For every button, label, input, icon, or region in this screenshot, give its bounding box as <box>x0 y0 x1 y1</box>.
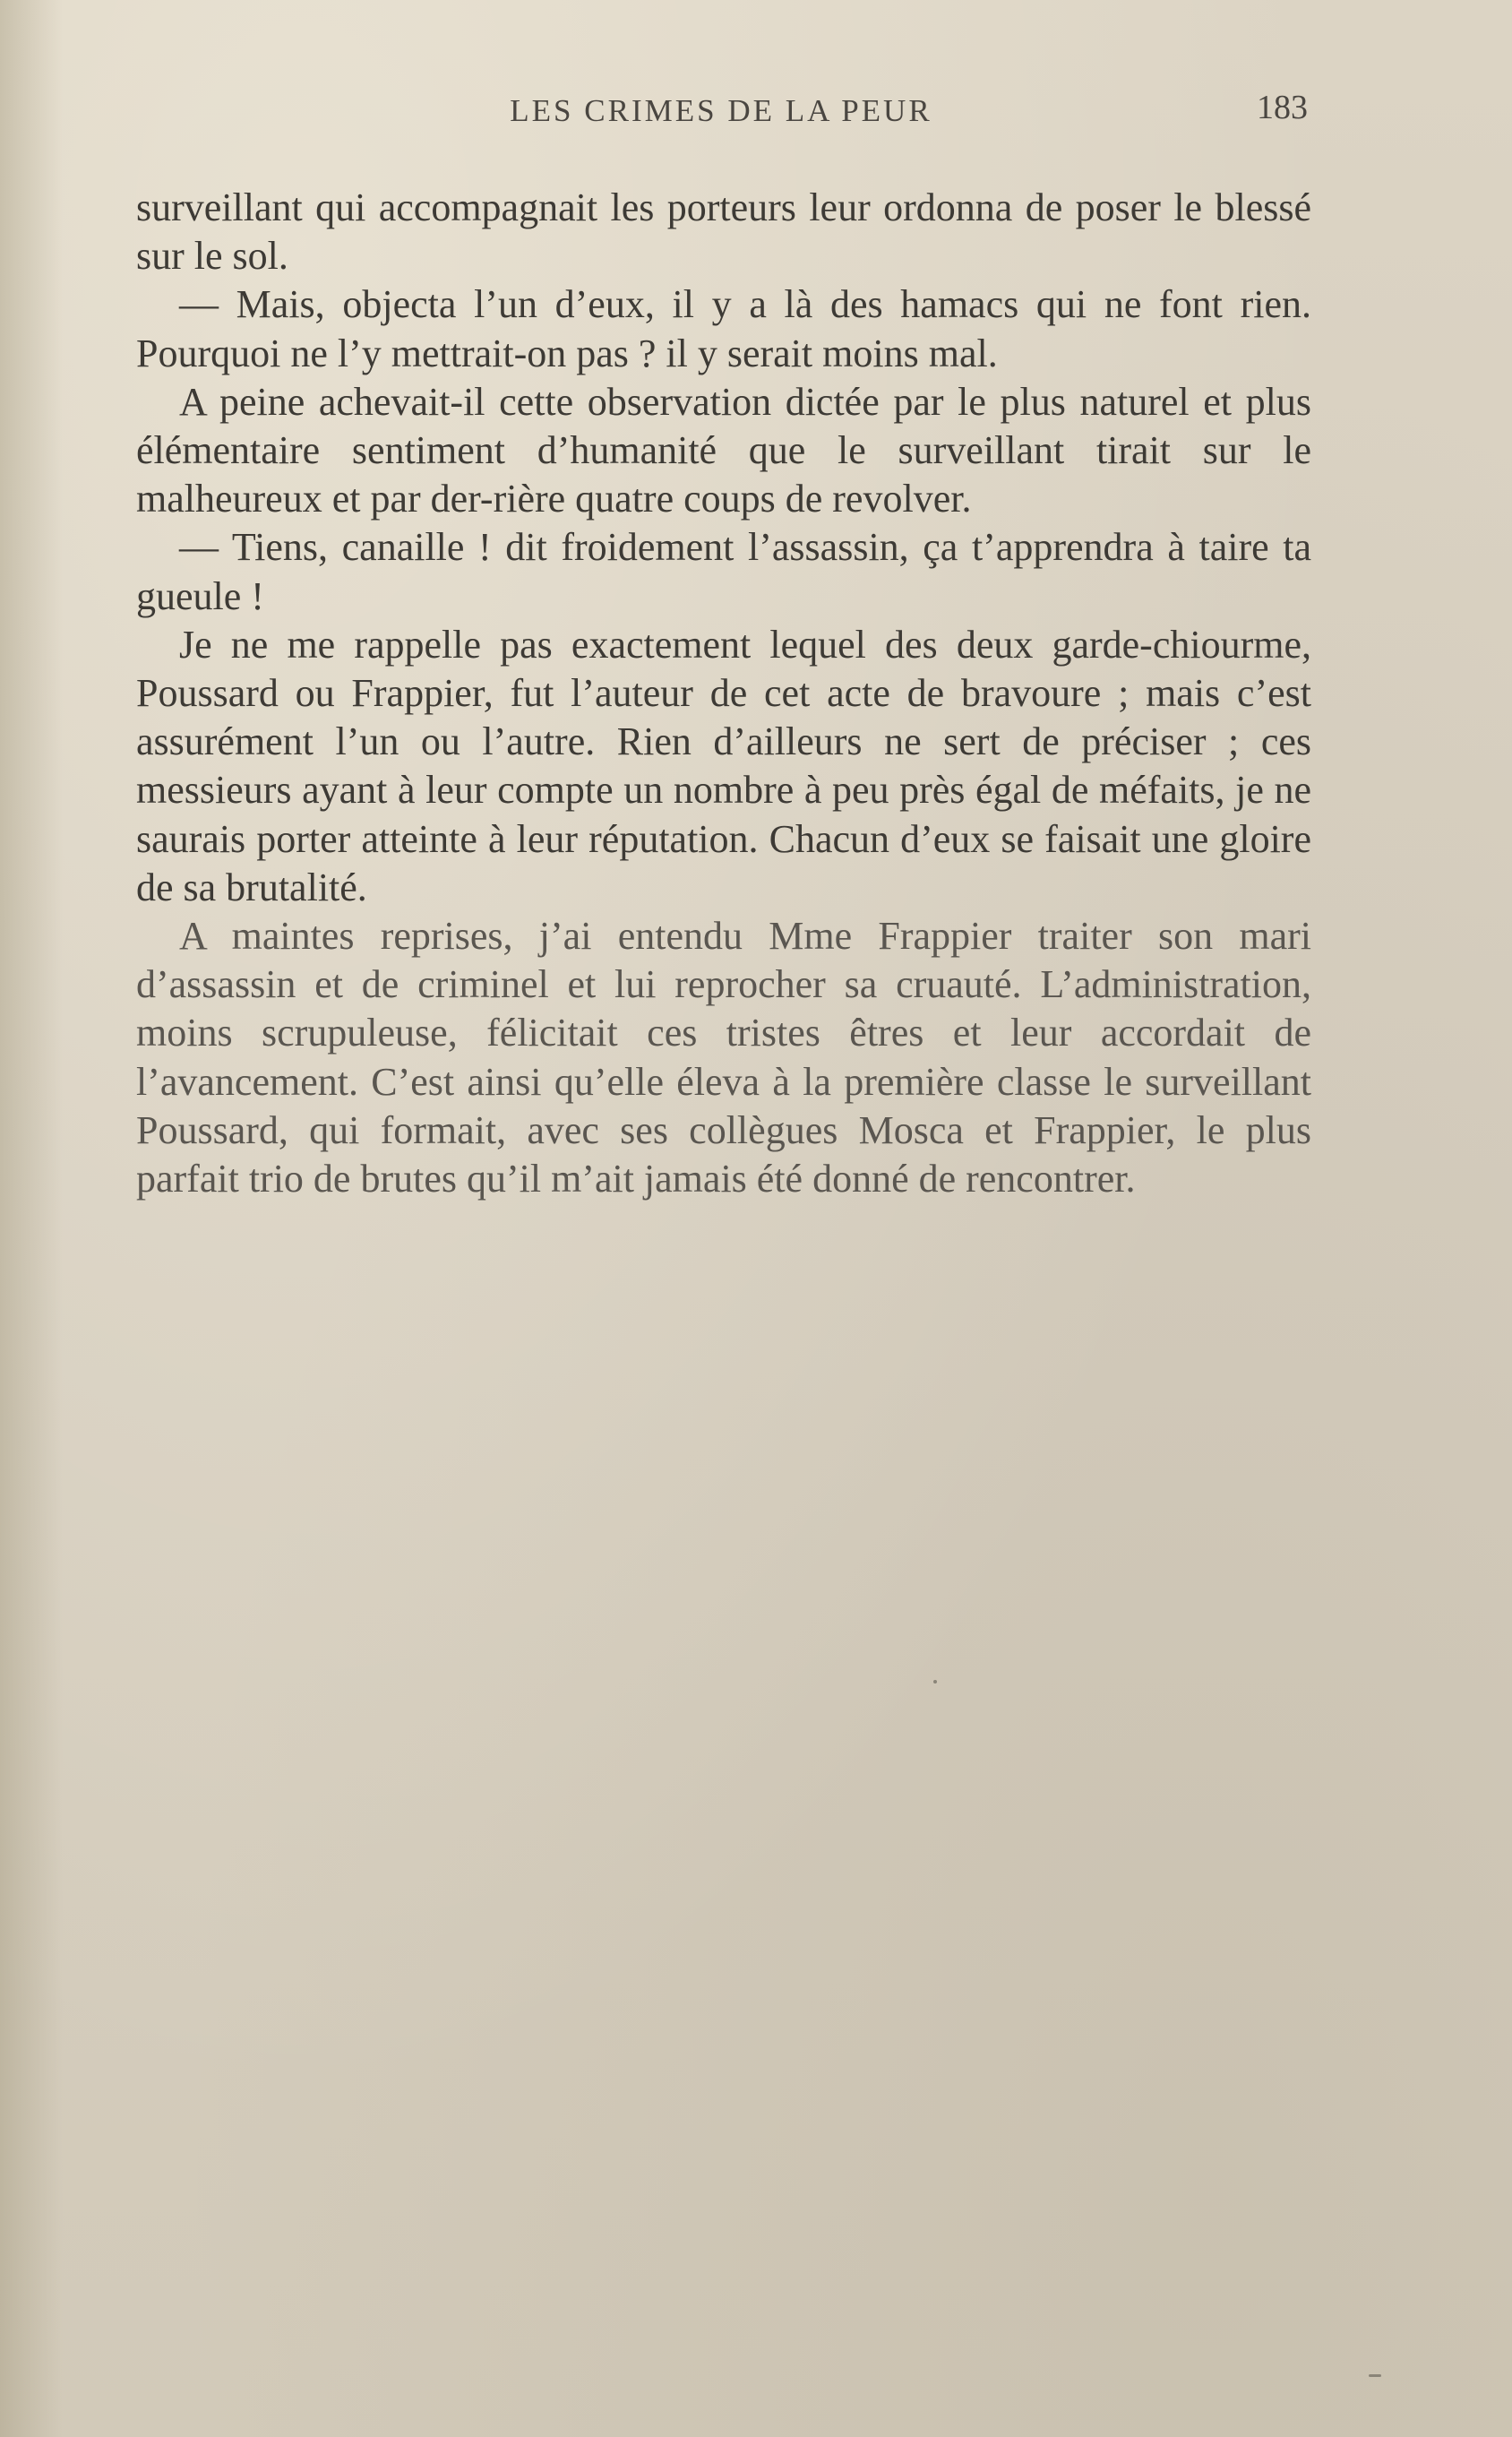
page-edge-shadow <box>0 0 63 2437</box>
paragraph-dialogue-assassin: — Tiens, canaille ! dit froidement l’assassin, ça t’apprendra à taire ta gueule ! <box>136 525 1311 618</box>
body-text <box>136 184 1311 1203</box>
paper-speck <box>933 1680 937 1684</box>
paragraph-shooting: A peine achevait-il cette observation dictée par le plus naturel et plus élémentaire sentiment d’humanité que le surveillant tirait sur le malheureux et par der-rière quatre coups de revolver. <box>136 379 1311 521</box>
paragraph-administration: A maintes reprises, j’ai entendu Mme Frappier traiter son mari d’assassin et de criminel et lui reprocher sa cruauté. L’administration, moins scrupuleuse, félicitait ces tristes êtres et leur accordait de l’avancement. C’est ainsi qu’elle éleva à la première classe le surveillant Poussard, qui formait, avec ses collègues Mosca et Frappier, le plus parfait trio de brutes qu’il m’ait jamais été donné de rencontrer. <box>136 914 1311 1201</box>
page-number: 183 <box>1257 89 1308 126</box>
paragraph-guards: Je ne me rappelle pas exactement lequel des deux garde-chiourme, Poussard ou Frappier, fut l’auteur de cet acte de bravoure ; mais c’est assurément l’un ou l’autre. Rien d’ailleurs ne sert de préciser ; ces messieurs ayant à leur compte un nombre à peu près égal de méfaits, je ne saurais porter atteinte à leur réputation. Chacun d’eux se faisait une gloire de sa brutalité. <box>136 622 1311 909</box>
running-head <box>134 89 1308 138</box>
paragraph-continuation: surveillant qui accompagnait les porteurs leur ordonna de poser le blessé sur le sol. <box>136 185 1311 279</box>
running-title: LES CRIMES DE LA PEUR <box>510 93 932 128</box>
paper-speck <box>1369 2374 1381 2377</box>
paragraph-dialogue-objection: — Mais, objecta l’un d’eux, il y a là des hamacs qui ne font rien. Pourquoi ne l’y mettrait-on pas ? il y serait moins mal. <box>136 282 1311 375</box>
